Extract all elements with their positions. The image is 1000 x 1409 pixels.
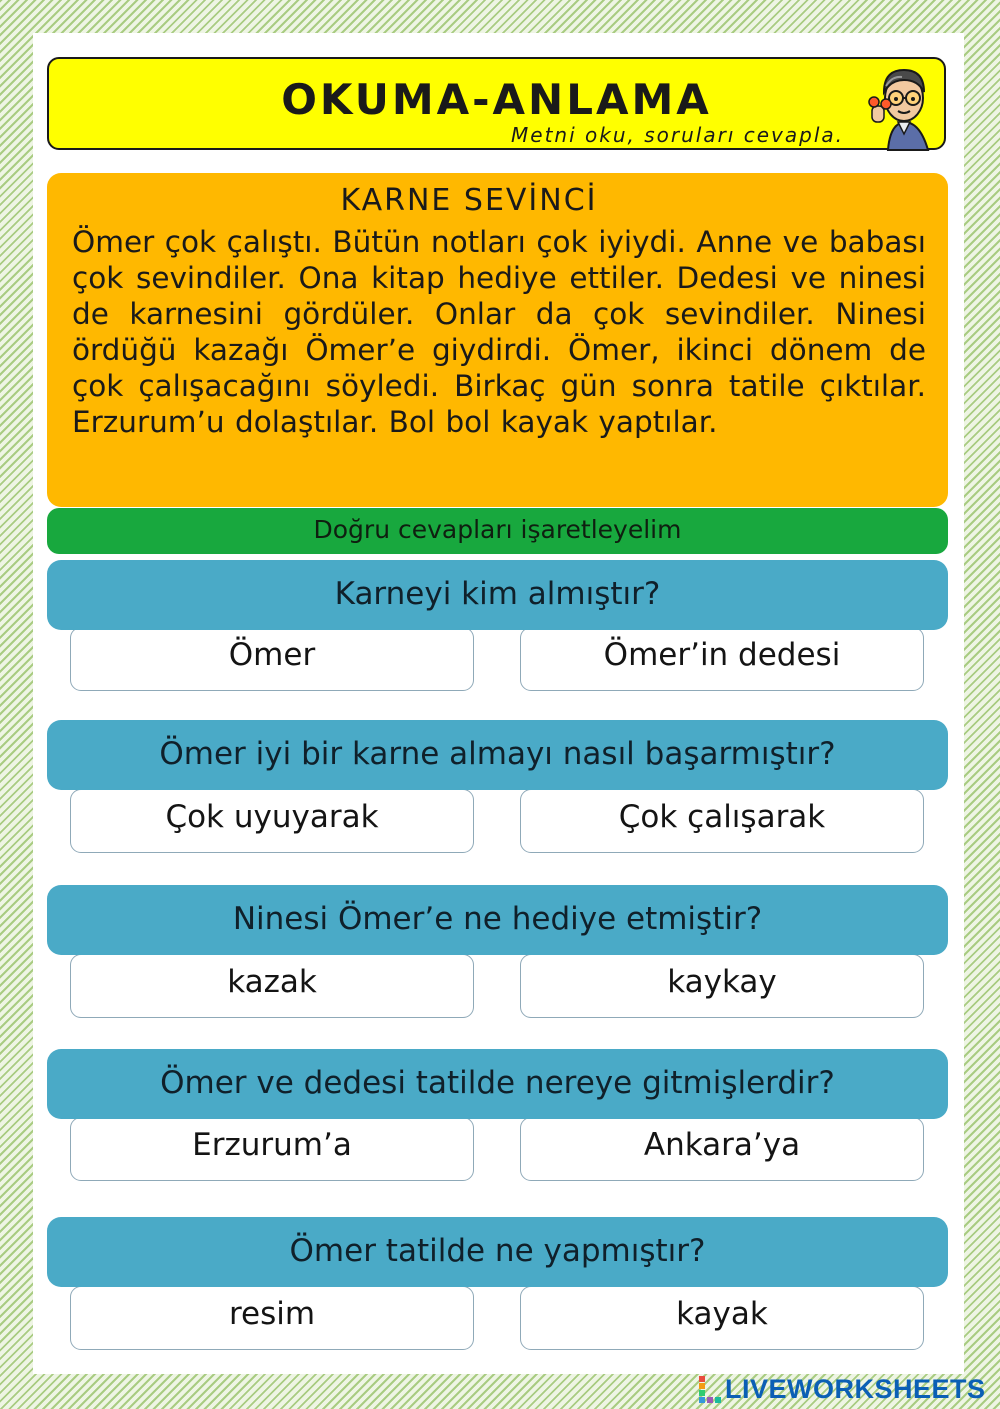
answer-option[interactable]: resim xyxy=(70,1286,474,1350)
brand-name: LIVEWORKSHEETS xyxy=(725,1374,986,1404)
header-banner xyxy=(47,57,946,150)
question-5: Ömer tatilde ne yapmıştır? xyxy=(47,1217,948,1287)
question-1: Karneyi kim almıştır? xyxy=(47,560,948,630)
teacher-avatar-icon xyxy=(858,62,948,152)
answer-option[interactable]: kaykay xyxy=(520,954,924,1018)
instruction-banner: Doğru cevapları işaretleyelim xyxy=(47,508,948,554)
answer-option[interactable]: kazak xyxy=(70,954,474,1018)
story-text: Ömer çok çalıştı. Bütün notları çok iyiydi. Anne ve babası çok sevindiler. Ona kitap hediye ettiler. Dedesi ve ninesi de karnesini gördüler. Onlar da çok sevindiler. Ninesi ördüğü kazağı Ömer’e giydirdi. Ömer, ikinci dönem de çok çalışacağını söyledi. Birkaç gün sonra tatile çıktılar. Erzurum’u dolaştılar. Bol bol kayak yaptılar. xyxy=(72,225,926,439)
liveworksheets-logo[interactable] xyxy=(698,1372,994,1406)
question-3: Ninesi Ömer’e ne hediye etmiştir? xyxy=(47,885,948,955)
answer-option[interactable]: Ömer xyxy=(70,627,474,691)
answer-option[interactable]: Ömer’in dedesi xyxy=(520,627,924,691)
story-title: KARNE SEVİNCİ xyxy=(340,183,598,218)
answer-option[interactable]: Çok uyuyarak xyxy=(70,789,474,853)
page-subtitle: Metni oku, soruları cevapla. xyxy=(511,123,844,147)
answer-option[interactable]: Ankara’ya xyxy=(520,1117,924,1181)
answer-option[interactable]: Erzurum’a xyxy=(70,1117,474,1181)
page-title: OKUMA-ANLAMA xyxy=(281,75,712,124)
answer-option[interactable]: kayak xyxy=(520,1286,924,1350)
liveworksheets-mark-icon xyxy=(698,1375,722,1405)
answer-option[interactable]: Çok çalışarak xyxy=(520,789,924,853)
story-card xyxy=(47,173,948,507)
question-4: Ömer ve dedesi tatilde nereye gitmişlerdir? xyxy=(47,1049,948,1119)
question-2: Ömer iyi bir karne almayı nasıl başarmıştır? xyxy=(47,720,948,790)
